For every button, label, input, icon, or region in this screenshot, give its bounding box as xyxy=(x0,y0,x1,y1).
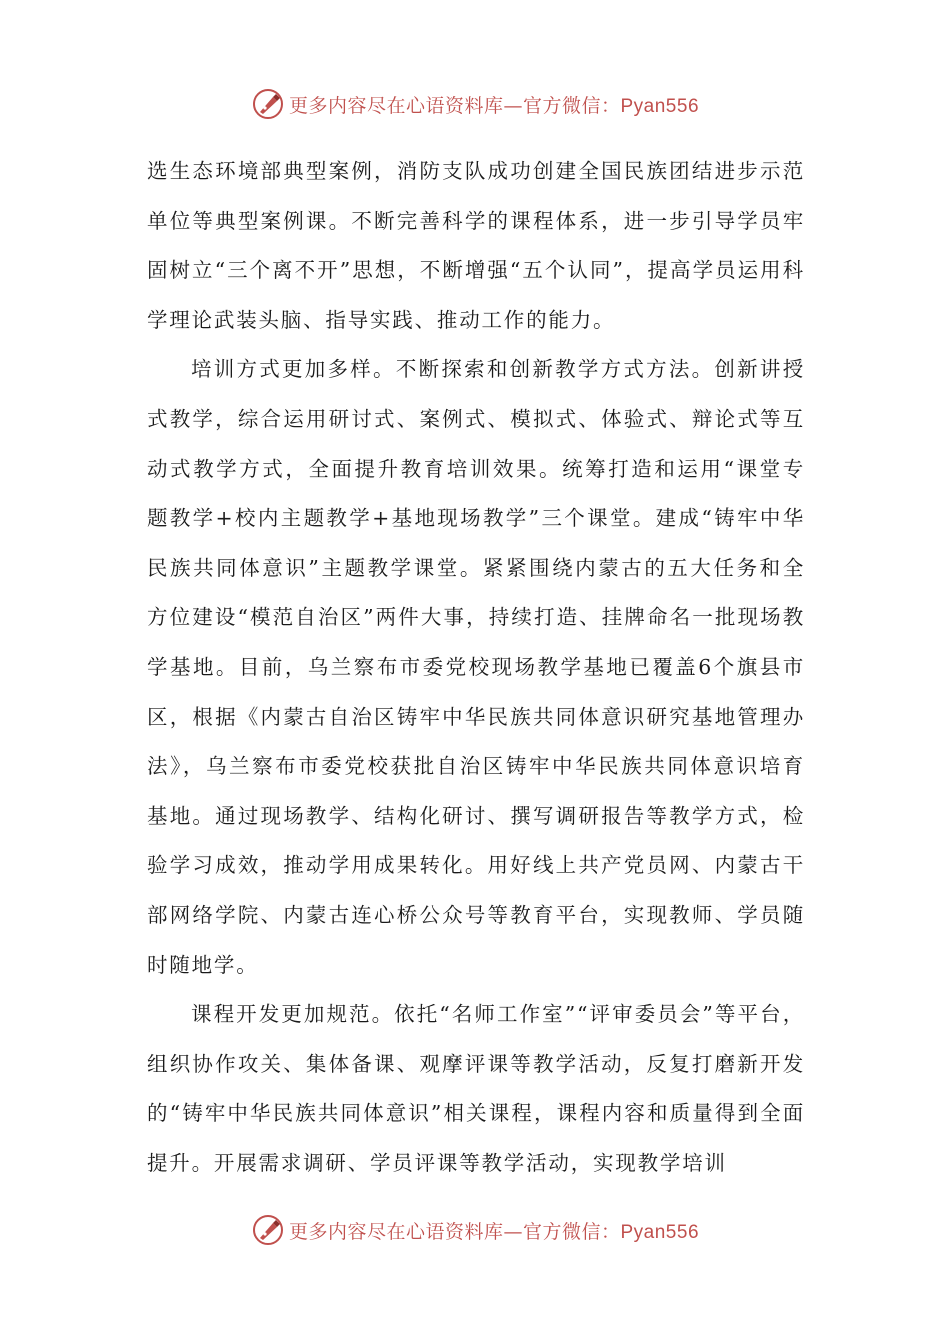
paragraph-continued: 选生态环境部典型案例，消防支队成功创建全国民族团结进步示范单位等典型案例课。不断完善科学的课程体系，进一步引导学员牢固树立“三个离不开”思想，不断增强“五个认同”，提高学员运用科学理论武装头脑、指导实践、推动工作的能力。 xyxy=(147,159,805,332)
document-body xyxy=(147,147,805,1188)
header-watermark-text: 更多内容尽在心语资料库—官方微信：Pyan556 xyxy=(288,94,700,117)
footer-watermark-banner xyxy=(0,1210,950,1250)
header-watermark-banner xyxy=(0,84,950,124)
paragraph-training-methods: 培训方式更加多样。不断探索和创新教学方式方法。创新讲授式教学，综合运用研讨式、案例式、模拟式、体验式、辩论式等互动式教学方式，全面提升教育培训效果。统筹打造和运用“课堂专题教学+校内主题教学+基地现场教学”三个课堂。建成“铸牢中华民族共同体意识”主题教学课堂。紧紧围绕内蒙古的五大任务和全方位建设“模范自治区”两件大事，持续打造、挂牌命名一批现场教学基地。目前，乌兰察布市委党校现场教学基地已覆盖6个旗县市区，根据《内蒙古自治区铸牢中华民族共同体意识研究基地管理办法》，乌兰察布市委党校获批自治区铸牢中华民族共同体意识培育基地。通过现场教学、结构化研讨、撰写调研报告等教学方式，检验学习成效，推动学用成果转化。用好线上共产党员网、内蒙古干部网络学院、内蒙古连心桥公众号等教育平台，实现教师、学员随时随地学。 xyxy=(147,357,805,977)
footer-watermark-text: 更多内容尽在心语资料库—官方微信：Pyan556 xyxy=(288,1220,700,1243)
pen-nib-logo-icon xyxy=(251,87,285,121)
paragraph-course-development: 课程开发更加规范。依托“名师工作室”“评审委员会”等平台，组织协作攻关、集体备课、观摩评课等教学活动，反复打磨新开发的“铸牢中华民族共同体意识”相关课程，课程内容和质量得到全面提升。开展需求调研、学员评课等教学活动，实现教学培训 xyxy=(147,1002,805,1175)
pen-nib-logo-icon xyxy=(251,1213,285,1247)
